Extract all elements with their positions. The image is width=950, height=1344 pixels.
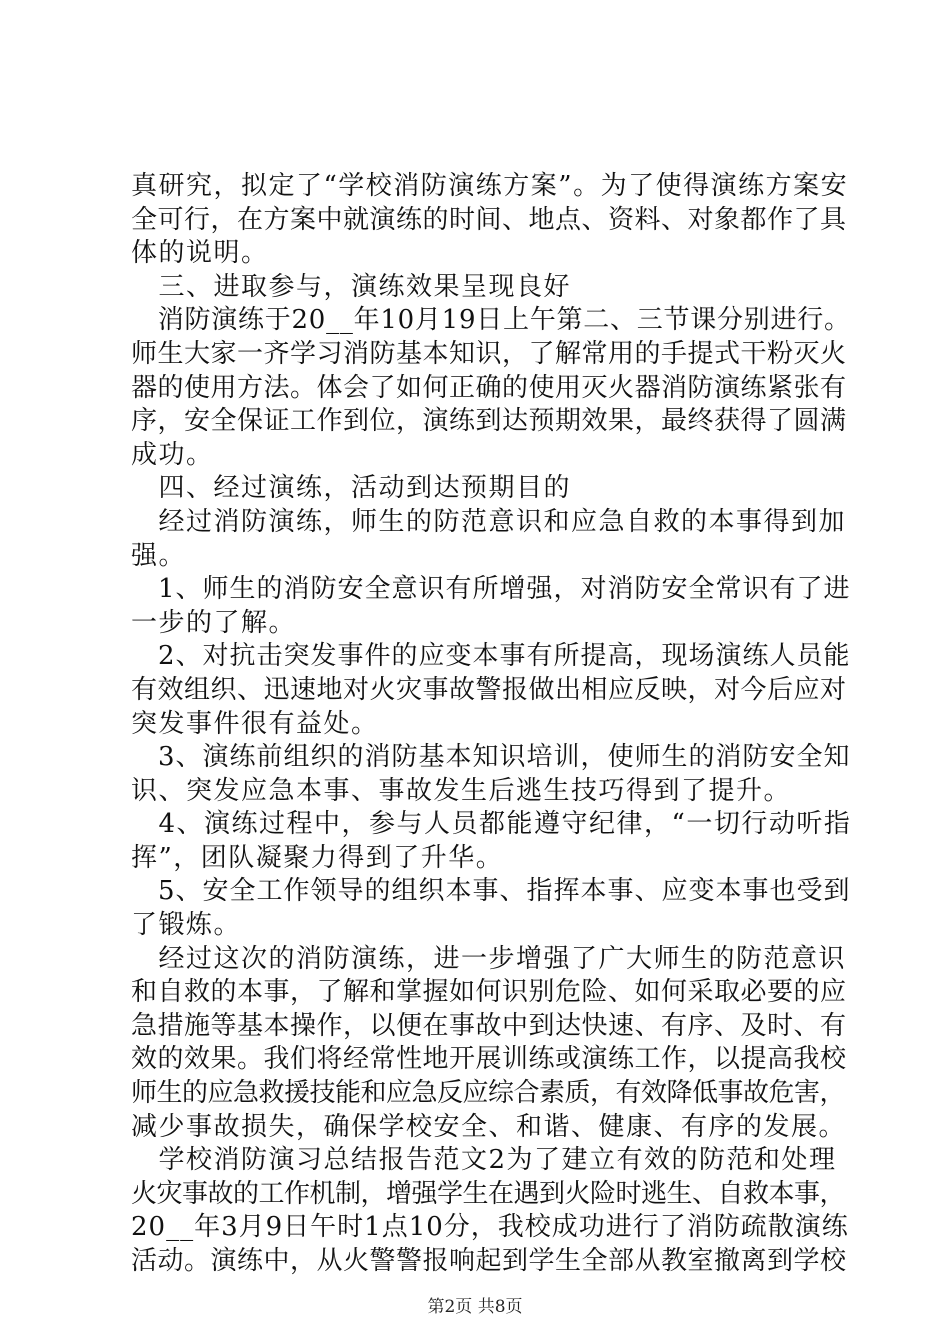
list-item: 1、师生的消防安全意识有所增强，对消防安全常识有了进: [131, 574, 851, 605]
page-number-footer: 第2页 共8页: [427, 1297, 523, 1317]
text-line: 识、突发应急本事、事故发生后逃生技巧得到了提升。: [131, 775, 792, 806]
list-item: 3、演练前组织的消防基本知识培训，使师生的消防安全知: [131, 742, 851, 773]
text-line: 成功。: [131, 439, 214, 470]
section-heading: 四、经过演练，活动到达预期目的: [131, 473, 572, 504]
text-line: 全可行，在方案中就演练的时间、地点、资料、对象都作了具: [131, 204, 847, 235]
text-line: 真研究，拟定了“学校消防演练方案”。为了使得演练方案安: [131, 171, 849, 201]
list-item: 4、演练过程中，参与人员都能遵守纪律，“一切行动听指: [131, 809, 852, 840]
text-line: 减少事故损失，确保学校安全、和谐、健康、有序的发展。: [131, 1111, 847, 1142]
text-line: 强。: [131, 540, 187, 571]
section-heading: 三、进取参与，演练效果呈现良好: [131, 271, 572, 302]
text-line: 和自救的本事，了解和掌握如何识别危险、如何采取必要的应: [131, 977, 847, 1008]
text-line: 20__年3月9日午时1点10分，我校成功进行了消防疏散演练: [131, 1212, 849, 1243]
text-line: 活动。演练中，从火警警报响起到学生全部从教室撤离到学校: [131, 1246, 847, 1276]
text-line: 经过这次的消防演练，进一步增强了广大师生的防范意识: [131, 943, 847, 974]
text-line: 消防演练于20__年10月19日上午第二、三节课分别进行。: [131, 305, 851, 336]
text-line: 师生大家一齐学习消防基本知识，了解常用的手提式干粉灭火: [131, 338, 847, 369]
text-line: 突发事件很有益处。: [131, 708, 379, 739]
document-body: [131, 170, 851, 1279]
list-item: 5、安全工作领导的组织本事、指挥本事、应变本事也受到: [131, 876, 851, 907]
text-line: 火灾事故的工作机制，增强学生在遇到火险时逃生、自救本事，: [131, 1178, 846, 1209]
text-line: 师生的应急救援技能和应急反应综合素质，有效降低事故危害，: [131, 1078, 846, 1109]
text-line: 急措施等基本操作，以便在事故中到达快速、有序、及时、有: [131, 1010, 847, 1041]
text-line: 效的效果。我们将经常性地开展训练或演练工作，以提高我校: [131, 1044, 847, 1075]
text-line: 有效组织、迅速地对火灾事故警报做出相应反映，对今后应对: [131, 674, 847, 705]
text-line: 一步的了解。: [131, 607, 297, 638]
text-line: 体的说明。: [131, 238, 269, 269]
text-line: 器的使用方法。体会了如何正确的使用灭火器消防演练紧张有: [131, 372, 847, 403]
text-line: 了锻炼。: [131, 910, 242, 941]
text-line: 经过消防演练，师生的防范意识和应急自救的本事得到加: [131, 506, 847, 537]
list-item: 2、对抗击突发事件的应变本事有所提高，现场演练人员能: [131, 641, 851, 672]
text-line: 挥”，团队凝聚力得到了升华。: [131, 842, 504, 873]
text-line: 学校消防演习总结报告范文2为了建立有效的防范和处理: [131, 1145, 837, 1176]
text-line: 序，安全保证工作到位，演练到达预期效果，最终获得了圆满: [131, 406, 847, 437]
